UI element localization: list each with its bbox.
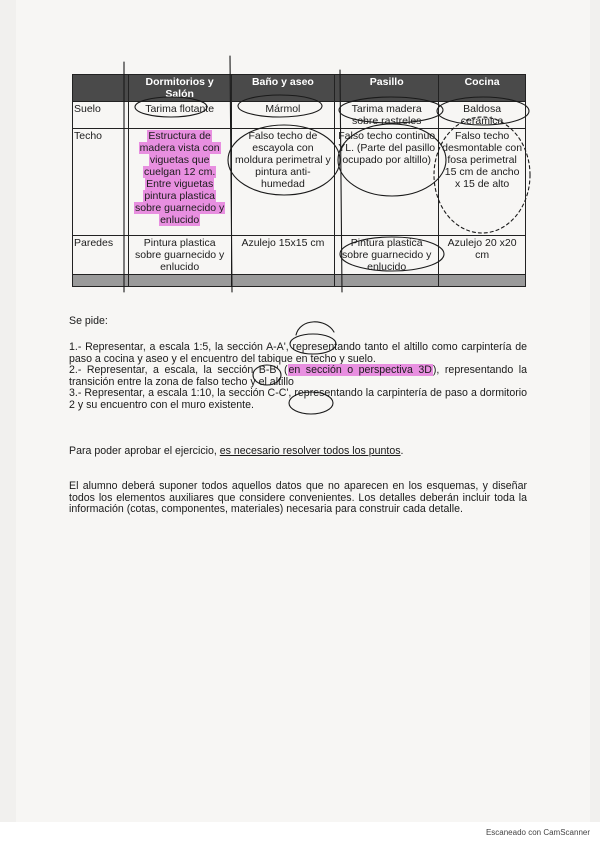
table-cell-empty [335, 275, 439, 287]
table-cell: Azulejo 20 x20 cm [439, 236, 526, 275]
scanner-credit: Escaneado con CamScanner [485, 828, 590, 837]
table-row [73, 102, 526, 129]
approval-prefix: Para poder aprobar el ejercicio, [69, 445, 220, 457]
table-cell: Baldosa cerámica [439, 102, 526, 129]
requirement-item-1: 1.- Representar, a escala 1:5, la sección A-A', representando tanto el altillo como carpintería de paso a cocina y aseo y el encuentro del tabique en techo y suelo. [69, 341, 527, 365]
se-pide-heading: Se pide: [69, 315, 108, 327]
table-header-row [73, 75, 526, 102]
header-pasillo: Pasillo [335, 75, 439, 102]
table-cell-empty [439, 275, 526, 287]
approval-suffix: . [400, 445, 404, 457]
approval-note [69, 446, 527, 458]
header-cocina: Cocina [439, 75, 526, 102]
finishes-table [72, 74, 526, 287]
table-cell: Pintura plastica sobre guarnecido y enlucido [128, 236, 231, 275]
table-row [73, 129, 526, 236]
table-cell-highlighted [128, 129, 231, 236]
requirements-list [69, 342, 527, 412]
requirement-item-3: 3.- Representar, a escala 1:10, la sección C-C', representando la carpintería de paso a dormitorio 2 y su encuentro con el muro existente. [69, 387, 527, 411]
table-cell: Falso techo desmontable con fosa perimetral 15 cm de ancho x 15 de alto [439, 129, 526, 236]
requirement-item-2 [69, 365, 527, 388]
item2-highlight: en sección o perspectiva 3D [288, 364, 432, 377]
approval-underlined: es necesario resolver todos los puntos [219, 445, 401, 457]
highlighted-text: Estructura de madera vista con viguetas que cuelgan 12 cm. Entre viguetas pintura plastica sobre guarnecido y enlucido [134, 130, 225, 226]
table-footer-row [73, 275, 526, 287]
table-row [73, 236, 526, 275]
item2-before: 2.- Representar, a escala, la sección B-B' ( [69, 364, 288, 377]
table-cell: Tarima madera sobre rastreles [335, 102, 439, 129]
table-cell-empty [128, 275, 231, 287]
table-cell: Azulejo 15x15 cm [231, 236, 335, 275]
table-cell: Falso techo de escayola con moldura perimetral y pintura anti-humedad [231, 129, 335, 236]
header-bano: Baño y aseo [231, 75, 335, 102]
table-cell: Mármol [231, 102, 335, 129]
header-empty [73, 75, 129, 102]
student-instructions: El alumno deberá suponer todos aquellos datos que no aparecen en los esquemas, y diseñar todos los elementos auxiliares que considere convenientes. Los detalles deberán incluir toda la información (cotas, componentes, materiales) necesaria para construir cada detalle. [69, 480, 527, 516]
table-cell: Pintura plastica sobre guarnecido y enlucido [335, 236, 439, 275]
table-cell: Falso techo continuo YL. (Parte del pasillo ocupado por altillo) [335, 129, 439, 236]
row-label-paredes: Paredes [73, 236, 129, 275]
table-cell-empty [73, 275, 129, 287]
table-cell-empty [231, 275, 335, 287]
row-label-techo: Techo [73, 129, 129, 236]
row-label-suelo: Suelo [73, 102, 129, 129]
table-cell: Tarima flotante [128, 102, 231, 129]
item2-after: ), representando la transición entre la zona de falso techo y el altillo [69, 364, 527, 388]
header-dormitorios: Dormitorios y Salón [128, 75, 231, 102]
